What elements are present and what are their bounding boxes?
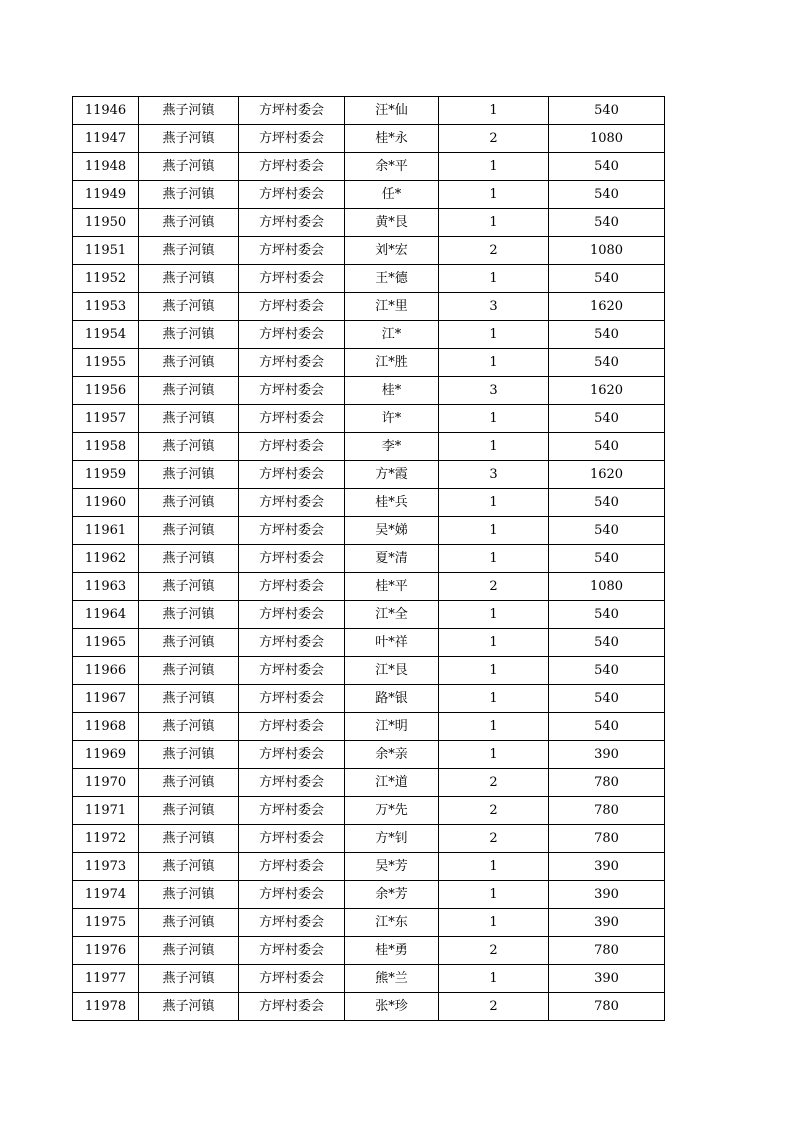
table-row [73,769,665,797]
cell-serial-number: 11973 [73,853,139,881]
cell-household-count: 1 [439,713,549,741]
cell-amount: 1620 [549,293,665,321]
cell-person-name: 桂*兵 [345,489,439,517]
cell-person-name: 任* [345,181,439,209]
cell-household-count: 1 [439,265,549,293]
cell-town: 燕子河镇 [139,489,239,517]
cell-village-committee: 方坪村委会 [239,937,345,965]
cell-person-name: 桂*永 [345,125,439,153]
cell-amount: 390 [549,965,665,993]
cell-amount: 540 [549,685,665,713]
cell-household-count: 1 [439,965,549,993]
cell-amount: 1080 [549,573,665,601]
cell-household-count: 1 [439,321,549,349]
cell-household-count: 2 [439,769,549,797]
cell-serial-number: 11949 [73,181,139,209]
cell-serial-number: 11974 [73,881,139,909]
cell-town: 燕子河镇 [139,153,239,181]
cell-serial-number: 11975 [73,909,139,937]
cell-town: 燕子河镇 [139,265,239,293]
cell-village-committee: 方坪村委会 [239,461,345,489]
cell-serial-number: 11965 [73,629,139,657]
cell-household-count: 1 [439,881,549,909]
cell-household-count: 1 [439,601,549,629]
cell-serial-number: 11970 [73,769,139,797]
cell-person-name: 夏*清 [345,545,439,573]
cell-amount: 780 [549,937,665,965]
table-row [73,993,665,1021]
table-row [73,685,665,713]
cell-amount: 390 [549,909,665,937]
cell-town: 燕子河镇 [139,573,239,601]
cell-town: 燕子河镇 [139,909,239,937]
cell-serial-number: 11967 [73,685,139,713]
cell-town: 燕子河镇 [139,377,239,405]
cell-serial-number: 11954 [73,321,139,349]
table-row [73,629,665,657]
cell-serial-number: 11947 [73,125,139,153]
cell-person-name: 刘*宏 [345,237,439,265]
cell-town: 燕子河镇 [139,125,239,153]
cell-town: 燕子河镇 [139,517,239,545]
cell-village-committee: 方坪村委会 [239,181,345,209]
cell-person-name: 江*里 [345,293,439,321]
table-row [73,517,665,545]
cell-household-count: 1 [439,349,549,377]
roster-table [72,96,665,1021]
cell-person-name: 方*霞 [345,461,439,489]
cell-amount: 540 [549,97,665,125]
cell-household-count: 3 [439,461,549,489]
cell-village-committee: 方坪村委会 [239,489,345,517]
table-row [73,797,665,825]
cell-person-name: 桂*勇 [345,937,439,965]
cell-amount: 390 [549,741,665,769]
cell-town: 燕子河镇 [139,657,239,685]
cell-town: 燕子河镇 [139,97,239,125]
cell-village-committee: 方坪村委会 [239,517,345,545]
cell-person-name: 余*亲 [345,741,439,769]
cell-village-committee: 方坪村委会 [239,237,345,265]
cell-village-committee: 方坪村委会 [239,993,345,1021]
table-row [73,461,665,489]
cell-person-name: 吴*芳 [345,853,439,881]
cell-serial-number: 11969 [73,741,139,769]
cell-person-name: 许* [345,405,439,433]
cell-amount: 540 [549,349,665,377]
cell-household-count: 1 [439,629,549,657]
cell-village-committee: 方坪村委会 [239,657,345,685]
cell-person-name: 李* [345,433,439,461]
table-row [73,97,665,125]
cell-serial-number: 11956 [73,377,139,405]
table-row [73,489,665,517]
cell-serial-number: 11951 [73,237,139,265]
table-row [73,965,665,993]
cell-amount: 1620 [549,377,665,405]
cell-amount: 540 [549,489,665,517]
cell-amount: 540 [549,209,665,237]
cell-town: 燕子河镇 [139,713,239,741]
cell-town: 燕子河镇 [139,965,239,993]
cell-town: 燕子河镇 [139,433,239,461]
cell-amount: 540 [549,265,665,293]
cell-household-count: 2 [439,573,549,601]
table-row [73,741,665,769]
cell-amount: 540 [549,405,665,433]
cell-person-name: 江* [345,321,439,349]
table-row [73,405,665,433]
cell-serial-number: 11959 [73,461,139,489]
table-row [73,377,665,405]
cell-person-name: 熊*兰 [345,965,439,993]
table-row [73,293,665,321]
cell-household-count: 1 [439,97,549,125]
cell-town: 燕子河镇 [139,405,239,433]
table-row [73,433,665,461]
table-row [73,853,665,881]
table-row [73,153,665,181]
cell-village-committee: 方坪村委会 [239,853,345,881]
cell-serial-number: 11963 [73,573,139,601]
cell-household-count: 1 [439,517,549,545]
cell-village-committee: 方坪村委会 [239,293,345,321]
cell-household-count: 1 [439,657,549,685]
cell-person-name: 张*珍 [345,993,439,1021]
cell-village-committee: 方坪村委会 [239,97,345,125]
table-row [73,125,665,153]
table-row [73,825,665,853]
cell-person-name: 江*道 [345,769,439,797]
cell-town: 燕子河镇 [139,797,239,825]
table-row [73,881,665,909]
cell-person-name: 江*全 [345,601,439,629]
table-row [73,657,665,685]
cell-household-count: 1 [439,153,549,181]
cell-person-name: 江*明 [345,713,439,741]
cell-village-committee: 方坪村委会 [239,741,345,769]
cell-town: 燕子河镇 [139,237,239,265]
roster-table-body [73,97,665,1021]
cell-town: 燕子河镇 [139,181,239,209]
cell-town: 燕子河镇 [139,769,239,797]
cell-village-committee: 方坪村委会 [239,153,345,181]
cell-serial-number: 11953 [73,293,139,321]
cell-serial-number: 11957 [73,405,139,433]
table-row [73,265,665,293]
cell-serial-number: 11958 [73,433,139,461]
cell-serial-number: 11977 [73,965,139,993]
cell-village-committee: 方坪村委会 [239,881,345,909]
cell-town: 燕子河镇 [139,545,239,573]
cell-household-count: 2 [439,797,549,825]
cell-person-name: 黄*艮 [345,209,439,237]
table-row [73,713,665,741]
cell-amount: 540 [549,321,665,349]
cell-amount: 390 [549,853,665,881]
cell-household-count: 1 [439,741,549,769]
cell-village-committee: 方坪村委会 [239,265,345,293]
cell-serial-number: 11948 [73,153,139,181]
cell-serial-number: 11964 [73,601,139,629]
cell-person-name: 方*钊 [345,825,439,853]
cell-town: 燕子河镇 [139,321,239,349]
cell-village-committee: 方坪村委会 [239,433,345,461]
cell-village-committee: 方坪村委会 [239,545,345,573]
cell-household-count: 2 [439,993,549,1021]
cell-amount: 390 [549,881,665,909]
table-row [73,545,665,573]
cell-amount: 540 [549,713,665,741]
cell-amount: 540 [549,517,665,545]
cell-town: 燕子河镇 [139,629,239,657]
cell-household-count: 2 [439,937,549,965]
cell-household-count: 1 [439,433,549,461]
cell-person-name: 路*银 [345,685,439,713]
cell-serial-number: 11952 [73,265,139,293]
cell-serial-number: 11946 [73,97,139,125]
cell-household-count: 1 [439,909,549,937]
cell-amount: 540 [549,181,665,209]
table-row [73,909,665,937]
cell-serial-number: 11955 [73,349,139,377]
cell-household-count: 3 [439,293,549,321]
cell-town: 燕子河镇 [139,741,239,769]
cell-person-name: 江*胜 [345,349,439,377]
table-row [73,181,665,209]
cell-household-count: 1 [439,405,549,433]
cell-village-committee: 方坪村委会 [239,685,345,713]
table-row [73,321,665,349]
cell-town: 燕子河镇 [139,349,239,377]
cell-household-count: 1 [439,181,549,209]
cell-amount: 1080 [549,237,665,265]
cell-amount: 1080 [549,125,665,153]
cell-amount: 780 [549,825,665,853]
cell-amount: 540 [549,657,665,685]
cell-household-count: 2 [439,825,549,853]
cell-serial-number: 11961 [73,517,139,545]
table-row [73,349,665,377]
cell-village-committee: 方坪村委会 [239,797,345,825]
cell-serial-number: 11950 [73,209,139,237]
cell-serial-number: 11971 [73,797,139,825]
cell-village-committee: 方坪村委会 [239,713,345,741]
cell-household-count: 3 [439,377,549,405]
cell-serial-number: 11968 [73,713,139,741]
cell-serial-number: 11978 [73,993,139,1021]
cell-village-committee: 方坪村委会 [239,769,345,797]
cell-village-committee: 方坪村委会 [239,209,345,237]
cell-village-committee: 方坪村委会 [239,601,345,629]
cell-amount: 780 [549,797,665,825]
cell-household-count: 1 [439,853,549,881]
cell-amount: 540 [549,153,665,181]
cell-town: 燕子河镇 [139,461,239,489]
table-row [73,209,665,237]
cell-household-count: 1 [439,545,549,573]
cell-village-committee: 方坪村委会 [239,377,345,405]
cell-village-committee: 方坪村委会 [239,349,345,377]
cell-person-name: 汪*仙 [345,97,439,125]
cell-person-name: 叶*祥 [345,629,439,657]
cell-serial-number: 11976 [73,937,139,965]
cell-serial-number: 11972 [73,825,139,853]
cell-village-committee: 方坪村委会 [239,125,345,153]
cell-town: 燕子河镇 [139,881,239,909]
cell-amount: 540 [549,629,665,657]
cell-town: 燕子河镇 [139,685,239,713]
cell-amount: 780 [549,993,665,1021]
cell-person-name: 桂*平 [345,573,439,601]
cell-household-count: 1 [439,685,549,713]
cell-amount: 780 [549,769,665,797]
table-row [73,601,665,629]
cell-town: 燕子河镇 [139,937,239,965]
cell-village-committee: 方坪村委会 [239,965,345,993]
cell-town: 燕子河镇 [139,209,239,237]
cell-town: 燕子河镇 [139,601,239,629]
cell-household-count: 2 [439,237,549,265]
cell-town: 燕子河镇 [139,293,239,321]
cell-household-count: 1 [439,209,549,237]
cell-amount: 540 [549,545,665,573]
cell-amount: 540 [549,601,665,629]
table-row [73,237,665,265]
cell-household-count: 2 [439,125,549,153]
cell-village-committee: 方坪村委会 [239,405,345,433]
cell-person-name: 江*艮 [345,657,439,685]
cell-village-committee: 方坪村委会 [239,629,345,657]
cell-serial-number: 11962 [73,545,139,573]
cell-town: 燕子河镇 [139,993,239,1021]
cell-village-committee: 方坪村委会 [239,825,345,853]
cell-person-name: 吴*娣 [345,517,439,545]
cell-village-committee: 方坪村委会 [239,321,345,349]
cell-amount: 540 [549,433,665,461]
table-row [73,937,665,965]
cell-person-name: 余*平 [345,153,439,181]
cell-village-committee: 方坪村委会 [239,909,345,937]
cell-person-name: 万*先 [345,797,439,825]
cell-amount: 1620 [549,461,665,489]
table-row [73,573,665,601]
cell-person-name: 王*德 [345,265,439,293]
cell-village-committee: 方坪村委会 [239,573,345,601]
cell-person-name: 江*东 [345,909,439,937]
cell-town: 燕子河镇 [139,825,239,853]
cell-town: 燕子河镇 [139,853,239,881]
cell-person-name: 桂* [345,377,439,405]
cell-serial-number: 11960 [73,489,139,517]
cell-household-count: 1 [439,489,549,517]
cell-serial-number: 11966 [73,657,139,685]
cell-person-name: 余*芳 [345,881,439,909]
